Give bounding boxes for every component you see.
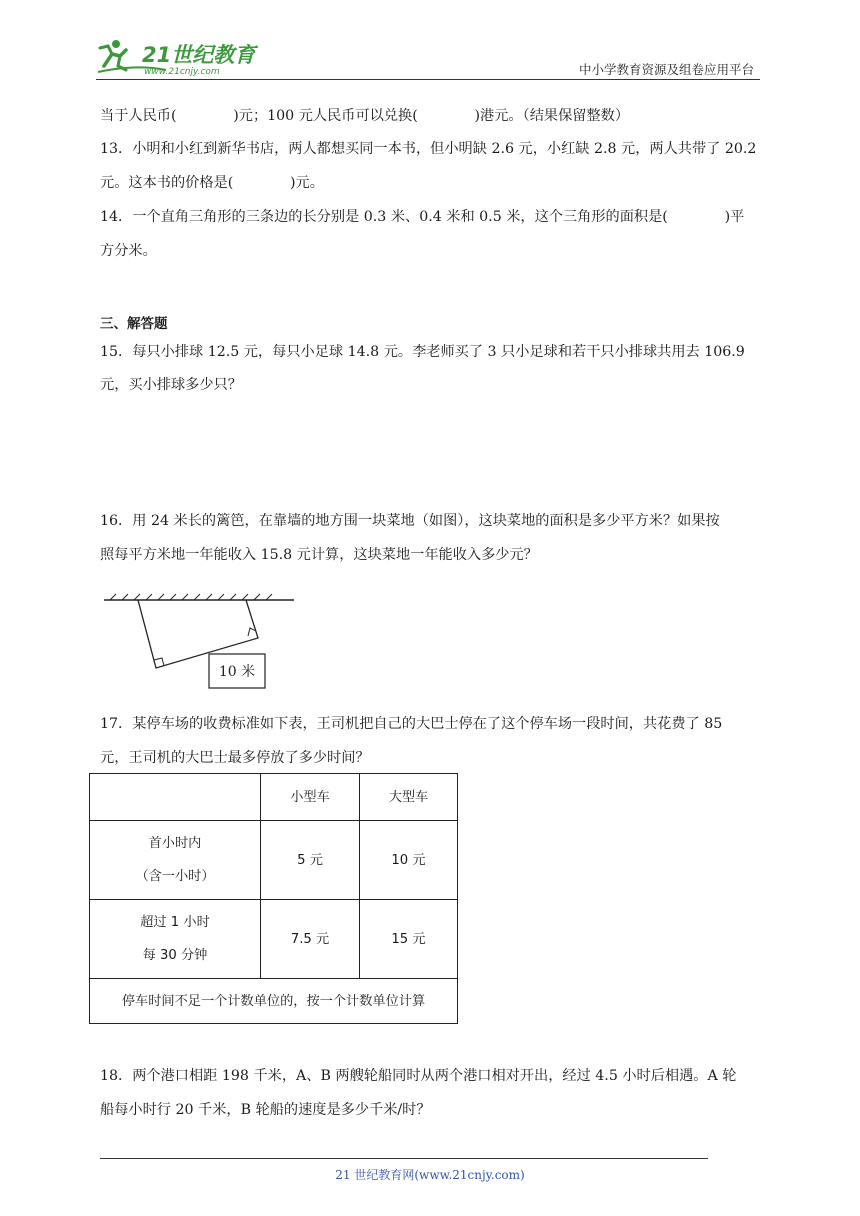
question-16-line2: 照每平方米地一年能收入 15.8 元计算，这块菜地一年能收入多少元？ xyxy=(100,547,538,563)
platform-name: 中小学教育资源及组卷应用平台 xyxy=(578,62,754,77)
logo xyxy=(96,36,266,78)
table-header-large: 大型车 xyxy=(360,774,458,821)
question-15-line1: 15．每只小排球 12.5 元，每只小足球 14.8 元。李老师买了 3 只小足球和若干只小排球共用去 106.9 xyxy=(100,344,745,360)
question-15-line2: 元，买小排球多少只？ xyxy=(100,377,242,393)
garden-figure xyxy=(100,590,300,690)
question-12-continued: 当于人民币( )元；100 元人民币可以兑换( )港元。（结果保留整数） xyxy=(100,108,630,124)
header-divider xyxy=(96,79,760,80)
fee-cell: 5 元 xyxy=(261,821,360,900)
logo-url: www.21cnjy.com xyxy=(144,67,220,77)
row-label: 首小时内 （含一小时） xyxy=(90,821,261,900)
row-label: 超过 1 小时 每 30 分钟 xyxy=(90,900,261,979)
logo-text: 21世纪教育 xyxy=(142,43,256,67)
page-header xyxy=(0,0,860,80)
parking-fee-table xyxy=(89,773,458,1024)
question-17-line2: 元，王司机的大巴士最多停放了多少时间？ xyxy=(100,750,370,766)
question-13-line2: 元。这本书的价格是( )元。 xyxy=(100,175,324,191)
table-row xyxy=(90,821,458,900)
footer-text: 21 世纪教育网(www.21cnjy.com) xyxy=(335,1168,525,1182)
fee-cell: 15 元 xyxy=(360,900,458,979)
length-label: 10 米 xyxy=(218,664,256,680)
table-note: 停车时间不足一个计数单位的，按一个计数单位计算 xyxy=(90,979,458,1024)
table-header-cell xyxy=(90,774,261,821)
footer-divider xyxy=(100,1158,708,1159)
fee-cell: 10 元 xyxy=(360,821,458,900)
question-17-line1: 17．某停车场的收费标准如下表，王司机把自己的大巴士停在了这个停车场一段时间，共花费了 85 xyxy=(100,716,723,732)
wall xyxy=(104,594,294,600)
question-16-line1: 16．用 24 米长的篱笆，在靠墙的地方围一块菜地（如图），这块菜地的面积是多少平方米？如果按 xyxy=(100,513,720,529)
question-13-line1: 13．小明和小红到新华书店，两人都想买同一本书，但小明缺 2.6 元，小红缺 2.8 元，两人共带了 20.2 xyxy=(100,141,757,157)
table-header-row xyxy=(90,774,458,821)
table-header-small: 小型车 xyxy=(261,774,360,821)
question-18-line1: 18．两个港口相距 198 千米，A、B 两艘轮船同时从两个港口相对开出，经过 4.5 小时后相遇。A 轮 xyxy=(100,1068,737,1084)
question-18-line2: 船每小时行 20 千米，B 轮船的速度是多少千米/时？ xyxy=(100,1102,431,1118)
question-14-line2: 方分米。 xyxy=(100,243,157,259)
section-title: 三、解答题 xyxy=(100,316,168,332)
question-14-line1: 14．一个直角三角形的三条边的长分别是 0.3 米、0.4 米和 0.5 米，这个三角形的面积是( )平 xyxy=(100,209,745,225)
table-note-row xyxy=(90,979,458,1024)
fee-cell: 7.5 元 xyxy=(261,900,360,979)
table-row xyxy=(90,900,458,979)
